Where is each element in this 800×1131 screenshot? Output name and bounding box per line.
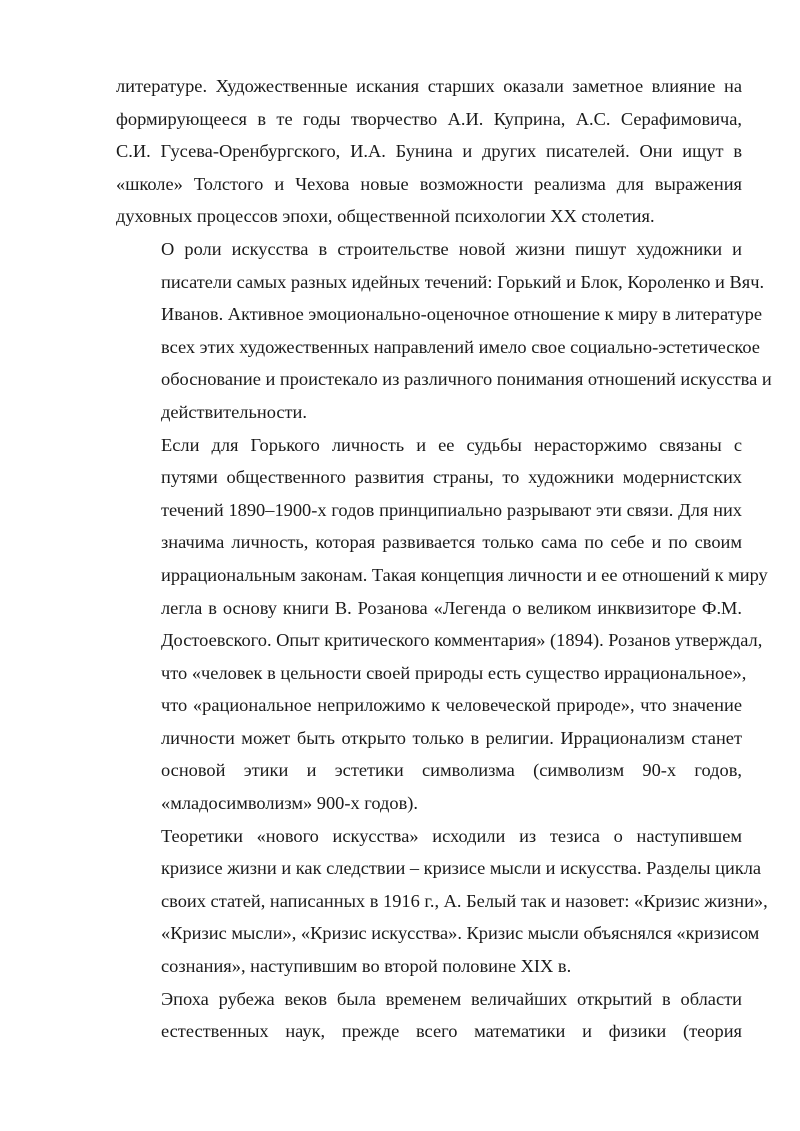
body-text (116, 70, 772, 1048)
text-line: что «человек в цельности своей природы есть существо иррациональное», (161, 662, 747, 683)
text-line: Если для Горького личность и ее судьбы нерасторжимо связаны с (161, 434, 742, 455)
text-line: путями общественного развития страны, то художники модернистских (161, 467, 742, 488)
text-line: своих статей, написанных в 1916 г., А. Белый так и назовет: «Кризис жизни», (161, 890, 768, 911)
text-line: естественных наук, прежде всего математики и физики (теория (161, 1021, 742, 1042)
text-line: С.И. Гусева-Оренбургского, И.А. Бунина и других писателей. Они ищут в (116, 141, 742, 162)
paragraph-1 (116, 70, 742, 233)
text-line: течений 1890–1900-х годов принципиально разрывают эти связи. Для них (161, 499, 742, 520)
text-line: обоснование и проистекало из различного понимания отношений искусства и (161, 369, 772, 390)
text-line: иррациональным законам. Такая концепция личности и ее отношений к миру (161, 564, 768, 585)
text-line: литературе. Художественные искания старших оказали заметное влияние на (116, 76, 742, 96)
text-line: кризисе жизни и как следствии – кризисе мысли и искусства. Разделы цикла (161, 858, 762, 879)
text-line: «Кризис мысли», «Кризис искусства». Кризис мысли объяснялся «кризисом (161, 923, 760, 944)
text-line: «младосимволизм» 900-х годов). (161, 793, 419, 814)
text-line: Достоевского. Опыт критического комментария» (1894). Розанов утверждал, (161, 630, 763, 651)
text-line: формирующееся в те годы творчество А.И. Куприна, А.С. Серафимовича, (116, 108, 742, 129)
text-line: всех этих художественных направлений имело свое социально-эстетическое (161, 336, 760, 357)
text-line: действительности. (161, 401, 307, 422)
text-line: «школе» Толстого и Чехова новые возможности реализма для выражения (116, 173, 742, 194)
text-line: основой этики и эстетики символизма (символизм 90-х годов, (161, 760, 742, 781)
paragraph-3 (116, 429, 768, 820)
text-line: значима личность, которая развивается только сама по себе и по своим (161, 532, 742, 553)
text-line: писатели самых разных идейных течений: Горький и Блок, Короленко и Вяч. (161, 271, 765, 292)
text-line: сознания», наступившим во второй половине XIX в. (161, 956, 572, 977)
text-line: что «рациональное неприложимо к человеческой природе», что значение (161, 695, 742, 716)
text-line: Теоретики «нового искусства» исходили из тезиса о наступившем (161, 825, 742, 846)
text-line: духовных процессов эпохи, общественной психологии XX столетия. (116, 206, 655, 227)
text-line: О роли искусства в строительстве новой жизни пишут художники и (161, 238, 742, 259)
paragraph-4 (116, 820, 768, 983)
paragraph-2 (116, 233, 772, 429)
text-line: личности может быть открыто только в религии. Иррационализм станет (161, 727, 742, 748)
text-line: Иванов. Активное эмоционально-оценочное отношение к миру в литературе (161, 304, 763, 325)
text-line: легла в основу книги В. Розанова «Легенда о великом инквизиторе Ф.М. (161, 597, 742, 618)
paragraph-5 (116, 983, 742, 1048)
text-line: Эпоха рубежа веков была временем величайших открытий в области (161, 988, 742, 1009)
